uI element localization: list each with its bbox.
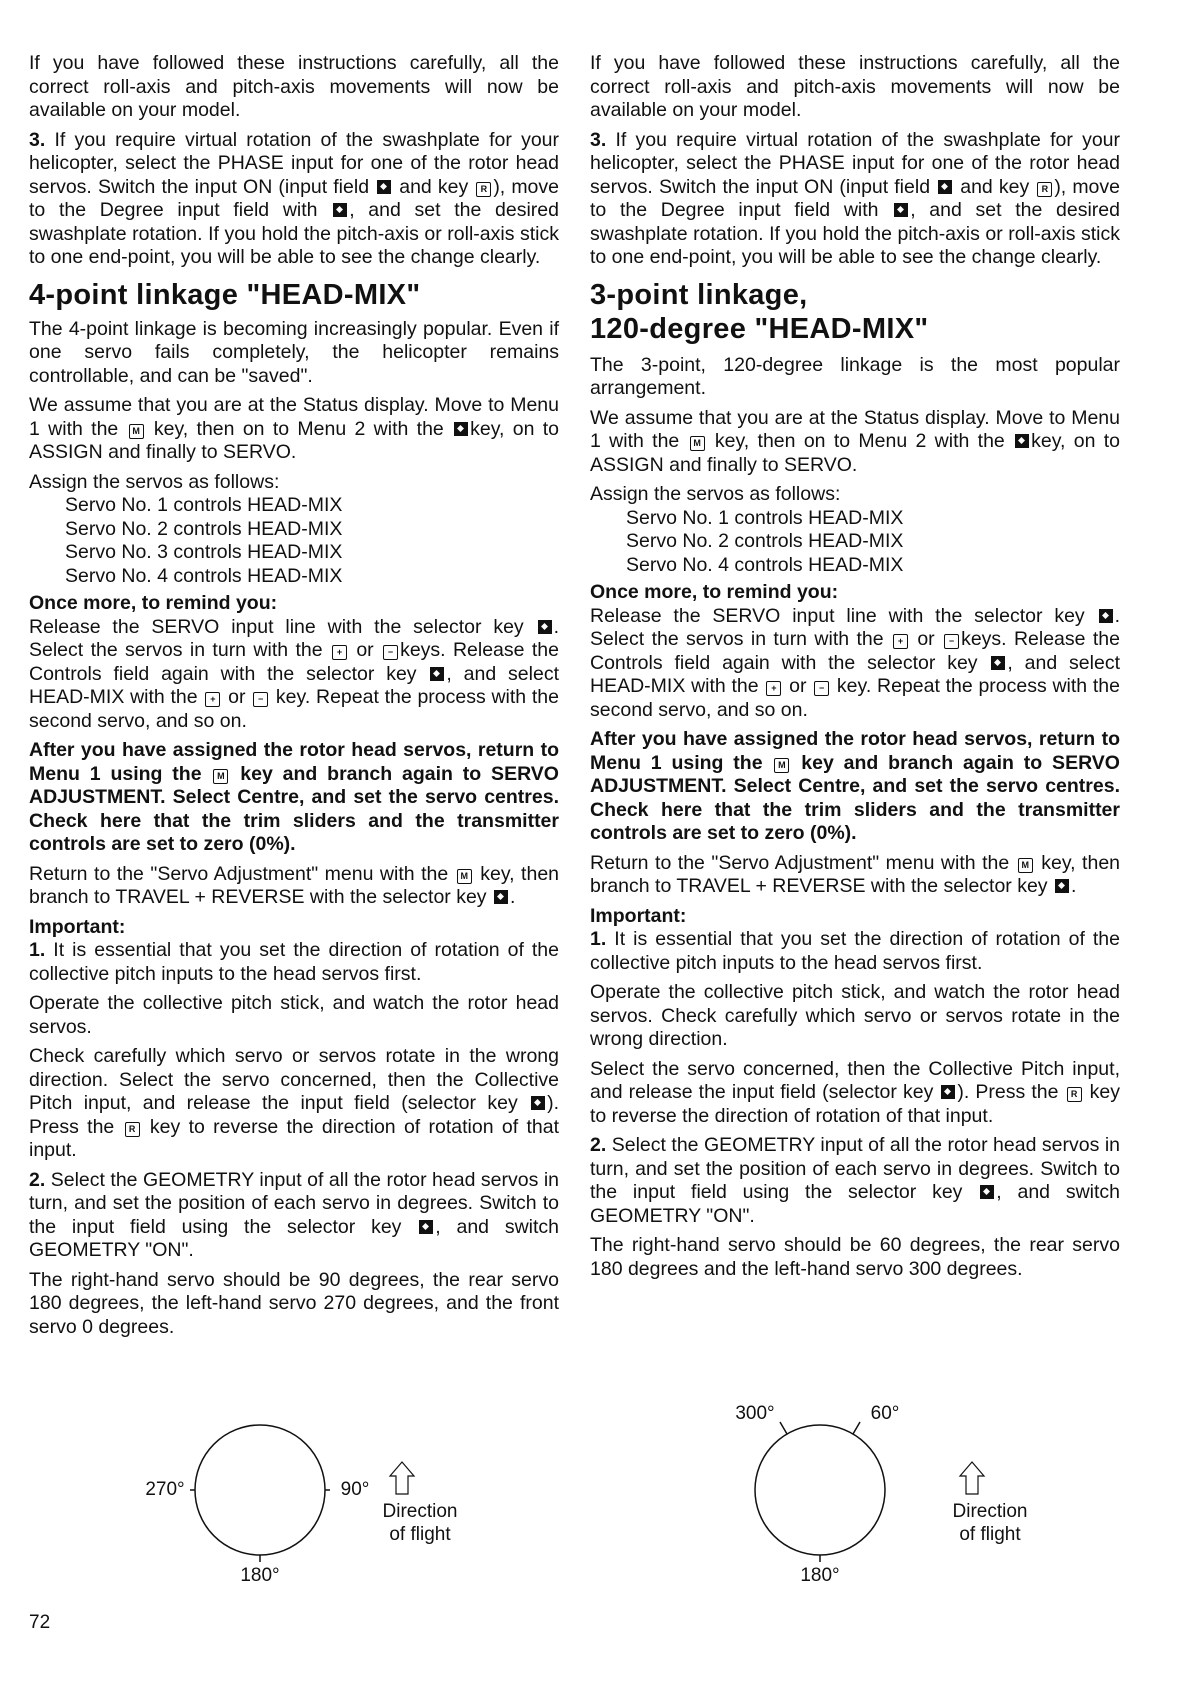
section-heading-4point: 4-point linkage "HEAD-MIX" [29, 278, 421, 311]
three-point-diagram [710, 1400, 1050, 1600]
selector-key-icon [333, 203, 347, 217]
minus-key-icon: − [253, 692, 268, 707]
selector-key-icon [1099, 609, 1113, 623]
m-key-icon: M [774, 758, 789, 773]
tick-300 [780, 1422, 787, 1434]
section-heading-3point [590, 278, 1120, 346]
return-paragraph: Return to the "Servo Adjustment" menu with the M key, then branch to TRAVEL + REVERSE with the selector key . [590, 851, 1121, 897]
intro-paragraph: If you have followed these instructions carefully, all the correct roll-axis and pitch-axis movements will now be available on your model. [590, 52, 1120, 121]
step2-paragraph: 2. Select the GEOMETRY input of all the rotor head servos in turn, and set the position of each servo in degrees. Switch to the input field using the selector key , and switch GEOMETRY "ON". [29, 1168, 559, 1261]
important-title: Important: [590, 904, 687, 927]
input-field-icon [938, 180, 952, 194]
assign-text: Assign the servos as follows: [590, 483, 841, 505]
arrow-up-icon [960, 1462, 984, 1494]
r-key-icon: R [476, 182, 491, 197]
direction-label [930, 1500, 1050, 1546]
list-item: Servo No. 2 controls HEAD-MIX [65, 517, 343, 540]
tick-60 [853, 1422, 860, 1434]
label-300: 300° [735, 1403, 775, 1424]
selector-key-icon [1015, 434, 1029, 448]
return-paragraph: Return to the "Servo Adjustment" menu with the M key, then branch to TRAVEL + REVERSE with the selector key . [29, 862, 560, 908]
p1: The 4-point linkage is becoming increasingly popular. Even if one servo fails completely, the helicopter remains controllable, and can be "saved". [29, 317, 559, 387]
four-point-diagram [140, 1400, 480, 1600]
heading-line-1: 3-point linkage, [590, 278, 808, 311]
r-key-icon: R [1037, 182, 1052, 197]
plus-key-icon: + [332, 645, 347, 660]
r-key-icon: R [125, 1122, 140, 1137]
plus-key-icon: + [205, 692, 220, 707]
selector-key-icon [991, 656, 1005, 670]
selector-key-icon [1055, 879, 1069, 893]
selector-key-icon [419, 1220, 433, 1234]
input-field-icon [377, 180, 391, 194]
m-key-icon: M [690, 436, 705, 451]
right-column [590, 52, 1120, 1287]
important-title: Important: [29, 915, 126, 938]
selector-key-icon [980, 1185, 994, 1199]
m-key-icon: M [129, 424, 144, 439]
selector-key-icon [538, 620, 552, 634]
selector-key-icon [941, 1085, 955, 1099]
label-60: 60° [870, 1403, 900, 1424]
direction-line-1: Direction [952, 1501, 1028, 1522]
bold-paragraph: After you have assigned the rotor head servos, return to Menu 1 using the M key and branch again to SERVO ADJUSTMENT. Select Centre, and set the servo centres. Check here that the trim sliders and the transmitter controls are set to zero (0%). [590, 728, 1120, 844]
p2: We assume that you are at the Status display. Move to Menu 1 with the M key, then on to Menu 2 with the key, on to ASSIGN and finally to SERVO. [29, 394, 559, 463]
minus-key-icon: − [944, 634, 959, 649]
selector-key-icon [531, 1096, 545, 1110]
list-item: Servo No. 4 controls HEAD-MIX [65, 564, 343, 587]
page-number: 72 [29, 1612, 51, 1633]
direction-line-2: of flight [959, 1524, 1021, 1545]
final-paragraph: The right-hand servo should be 60 degrees, the rear servo 180 degrees and the left-hand servo 300 degrees. [590, 1234, 1120, 1280]
operate-paragraph: Operate the collective pitch stick, and watch the rotor head servos. [29, 992, 559, 1038]
list-item: Servo No. 4 controls HEAD-MIX [626, 553, 904, 576]
m-key-icon: M [213, 769, 228, 784]
operate-paragraph: Operate the collective pitch stick, and watch the rotor head servos. Check carefully which servo or servos rotate in the wrong direction. [590, 981, 1120, 1050]
intro-paragraph: If you have followed these instructions carefully, all the correct roll-axis and pitch-axis movements will now be available on your model. [29, 52, 559, 121]
list-item: Servo No. 3 controls HEAD-MIX [65, 541, 343, 563]
servo-list [626, 507, 1120, 578]
swashplate-circle [755, 1425, 885, 1555]
final-paragraph: The right-hand servo should be 90 degrees, the rear servo 180 degrees, the left-hand servo 270 degrees, and the front servo 0 degrees. [29, 1268, 559, 1338]
imp1-paragraph: 1. It is essential that you set the direction of rotation of the collective pitch inputs to the head servos first. [590, 928, 1120, 974]
direction-line-2: of flight [389, 1524, 451, 1545]
direction-label [360, 1500, 480, 1546]
selector-key-icon [454, 422, 468, 436]
imp1-paragraph: 1. It is essential that you set the direction of rotation of the collective pitch inputs to the head servos first. [29, 939, 559, 985]
selector-key-icon [494, 890, 508, 904]
heading-line-2: 120-degree "HEAD-MIX" [590, 312, 929, 345]
plus-key-icon: + [893, 634, 908, 649]
p2: We assume that you are at the Status display. Move to Menu 1 with the M key, then on to Menu 2 with the key, on to ASSIGN and finally to SERVO. [590, 406, 1120, 476]
label-180: 180° [800, 1565, 840, 1586]
left-column [29, 52, 559, 1345]
step3-paragraph: 3. If you require virtual rotation of the swashplate for your helicopter, select the PHASE input for one of the rotor head servos. Switch the input ON (input field and key R ), move to the Degree input field with , and set the desired swashplate rotation. If you hold the pitch-axis or roll-axis stick to one end-point, you will be able to see the change clearly. [29, 128, 560, 268]
arrow-up-icon [390, 1462, 414, 1494]
m-key-icon: M [1018, 858, 1033, 873]
remind-paragraph: Release the SERVO input line with the selector key . Select the servos in turn with the + or − keys. Release the Controls field again with the selector key , and select HEAD-MIX with the + or − key. Repeat the process with the second servo, and so on. [29, 615, 559, 732]
remind-title: Once more, to remind you: [29, 592, 278, 614]
r-key-icon: R [1067, 1087, 1082, 1102]
servo-list [65, 494, 559, 588]
label-90: 90° [340, 1479, 370, 1500]
remind-title: Once more, to remind you: [590, 581, 839, 603]
list-item: Servo No. 1 controls HEAD-MIX [626, 506, 904, 529]
select-paragraph: Select the servo concerned, then the Collective Pitch input, and release the input field (selector key ). Press the R key to reverse the direction of rotation of that input. [590, 1057, 1120, 1127]
step3-paragraph: 3. If you require virtual rotation of the swashplate for your helicopter, select the PHASE input for one of the rotor head servos. Switch the input ON (input field and key R ), move to the Degree input field with , and set the desired swashplate rotation. If you hold the pitch-axis or roll-axis stick to one end-point, you will be able to see the change clearly. [590, 128, 1121, 268]
minus-key-icon: − [814, 681, 829, 696]
swashplate-circle [195, 1425, 325, 1555]
direction-line-1: Direction [382, 1501, 458, 1522]
check-paragraph: Check carefully which servo or servos rotate in the wrong direction. Select the servo concerned, then the Collective Pitch input, and release the input field (selector key ). Press the R key to reverse the direction of rotation of that input. [29, 1045, 559, 1161]
minus-key-icon: − [383, 645, 398, 660]
assign-text: Assign the servos as follows: [29, 470, 280, 493]
selector-key-icon [894, 203, 908, 217]
step2-paragraph: 2. Select the GEOMETRY input of all the rotor head servos in turn, and set the position of each servo in degrees. Switch to the input field using the selector key , and switch GEOMETRY "ON". [590, 1134, 1120, 1227]
label-270: 270° [145, 1479, 185, 1500]
list-item: Servo No. 2 controls HEAD-MIX [626, 530, 904, 552]
selector-key-icon [430, 667, 444, 681]
p1: The 3-point, 120-degree linkage is the most popular arrangement. [590, 353, 1120, 399]
m-key-icon: M [457, 869, 472, 884]
bold-paragraph: After you have assigned the rotor head servos, return to Menu 1 using the M key and branch again to SERVO ADJUSTMENT. Select Centre, and set the servo centres. Check here that the trim sliders and the transmitter controls are set to zero (0%). [29, 739, 559, 855]
remind-paragraph: Release the SERVO input line with the selector key . Select the servos in turn with the + or − keys. Release the Controls field again with the selector key , and select HEAD-MIX with the + or − key. Repeat the process with the second servo, and so on. [590, 604, 1120, 721]
label-180: 180° [240, 1565, 280, 1586]
plus-key-icon: + [766, 681, 781, 696]
list-item: Servo No. 1 controls HEAD-MIX [65, 494, 343, 516]
